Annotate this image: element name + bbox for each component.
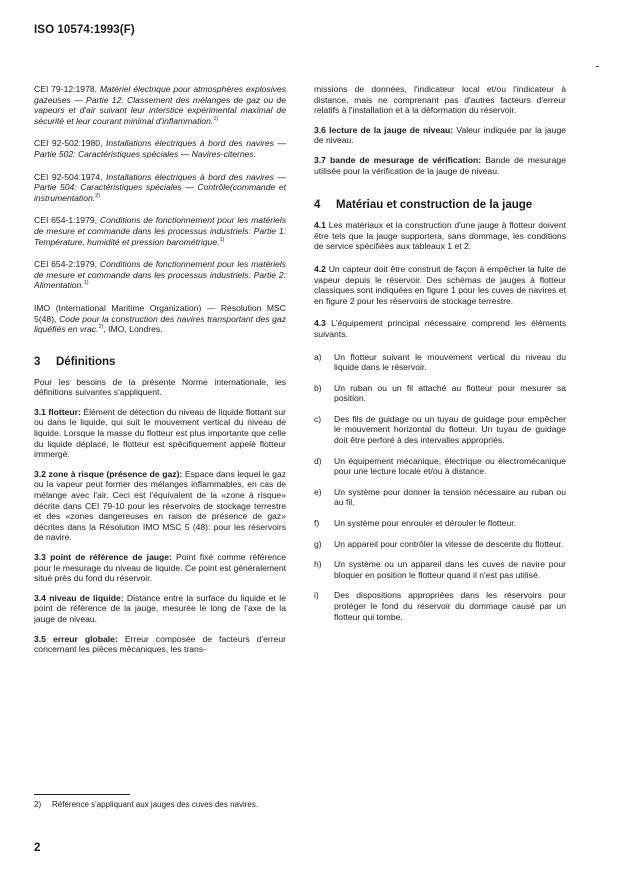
reference-code: CEI 92-504:1974, xyxy=(34,171,103,182)
definition-number: 3.5 xyxy=(34,633,46,644)
list-item-text: Des fils de guidage ou un tuyau de guidage pour empêcher le mouvement horizontal du flotteur. Un tuyau de guidage doit être perforé à des intervalles appropriés. xyxy=(334,413,566,446)
list-item xyxy=(314,518,566,529)
definition-number: 3.7 xyxy=(314,154,326,165)
reference-title: Matériel électrique pour atmosphères explosives gazeuses — Partie 12: Classement des mélanges de gaz ou de vapeurs et d'air suivant leur interstice expérimental maximal de sécurité et leur courant minimal d'inflammation. xyxy=(34,84,286,126)
definition-text: Erreur composée de facteurs d'erreur concernant les pièces mécaniques, les trans- xyxy=(34,633,287,655)
definition-number: 3.1 xyxy=(34,406,46,417)
section-title: Matériau et construction de la jauge xyxy=(336,199,533,212)
list-item xyxy=(314,352,566,373)
section-4-paragraphs xyxy=(314,220,566,339)
definition-text: Point fixé comme référence pour le mesurage du niveau de liquide. Ce point est généralement situé près du fond du réservoir. xyxy=(34,552,286,584)
list-item xyxy=(314,456,566,477)
scan-mark xyxy=(596,66,599,67)
footnote-mark: 2) xyxy=(34,800,42,809)
list-item-label: d) xyxy=(314,455,322,466)
definitions-list-continued xyxy=(314,125,566,176)
reference-entry xyxy=(34,303,286,335)
definition xyxy=(34,593,286,625)
footnote xyxy=(34,800,258,810)
reference-title: Code pour la construction des navires transportant des gaz liquéfiés en vrac. xyxy=(34,313,287,335)
right-column xyxy=(314,84,566,632)
clause-paragraph xyxy=(314,318,566,339)
document-header: ISO 10574:1993(F) xyxy=(34,24,135,36)
definition xyxy=(314,155,566,176)
reference-code: CEI 654-1:1979, xyxy=(34,215,98,226)
clause-number: 4.2 xyxy=(314,263,326,274)
definition xyxy=(34,469,286,543)
page-number: 2 xyxy=(34,842,41,854)
definition-text: Bande de mesurage utilisée pour la vérification de la jauge de niveau. xyxy=(314,154,566,176)
footnote-ref: 2) xyxy=(98,324,104,331)
clause-text: L'équipement principal nécessaire comprend les éléments suivants. xyxy=(314,318,567,339)
reference-entry xyxy=(34,138,286,159)
section-number: 4 xyxy=(314,199,321,212)
footnote-rule xyxy=(34,794,130,795)
reference-title: Conditions de fonctionnement pour les matériels de mesure et commande dans les processus industriels: Partie 2: Alimentation. xyxy=(34,259,286,291)
list-item xyxy=(314,590,566,622)
reference-entry xyxy=(34,172,286,204)
reference-entry xyxy=(34,84,286,126)
definition-number: 3.6 xyxy=(314,124,326,135)
list-item-label: h) xyxy=(314,559,322,570)
reference-code: CEI 654-2:1979, xyxy=(34,259,98,270)
reference-entry xyxy=(34,215,286,247)
reference-code: CEI 79-12:1978, xyxy=(34,84,98,94)
definition-term: flotteur: xyxy=(48,406,81,417)
definition-number: 3.4 xyxy=(34,592,46,603)
clause-text: Les matériaux et la construction d'une jauge à flotteur doivent être tels que la jauge supportera, sans dommage, les conditions de service spécifiées aux tableaux 1 et 2. xyxy=(314,220,566,252)
footnote-ref: 1) xyxy=(219,236,225,243)
list-item xyxy=(314,487,566,508)
footnote-ref: 1) xyxy=(213,115,219,122)
list-item-label: c) xyxy=(314,413,322,424)
definition-text: Distance entre la surface du liquide et le point de référence de la jauge, mesurée le long de l'axe de la jauge de niveau. xyxy=(34,592,286,624)
list-item-text: Un flotteur suivant le mouvement vertical du niveau du liquide dans le réservoir. xyxy=(334,351,566,373)
list-item-label: g) xyxy=(314,538,322,549)
definition-term: erreur globale: xyxy=(53,633,118,644)
definition-number: 3.2 xyxy=(34,468,46,479)
reference-code: IMO (International Maritime Organization) — Résolution MSC 5(48), xyxy=(34,302,286,324)
list-item-text: Des dispositions appropriées dans les réservoirs pour protéger le fond du réservoir du dommage causé par un flotteur qui tombe. xyxy=(334,590,566,622)
definition-term: point de référence de jauge: xyxy=(50,552,172,562)
list-item-label: i) xyxy=(314,590,319,601)
list-item xyxy=(314,559,566,580)
footnote-text: Référence s'appliquant aux jauges des cuves des navires. xyxy=(52,800,259,809)
definition-term: bande de mesurage de vérification: xyxy=(330,154,482,165)
reference-title: Installations électriques à bord des navires — Partie 504: Caractéristiques spéciales — Contrôle(commande et instrumentation. xyxy=(34,171,287,203)
equipment-list xyxy=(314,352,566,623)
clause-number: 4.3 xyxy=(314,318,326,329)
definition xyxy=(34,552,286,584)
clause-paragraph xyxy=(314,220,566,252)
definition xyxy=(34,634,286,655)
list-item-label: b) xyxy=(314,382,322,393)
list-item xyxy=(314,414,566,446)
definition-number: 3.3 xyxy=(34,552,46,562)
definition-term: zone à risque (présence de gaz): xyxy=(48,468,183,479)
footnote-ref: 2) xyxy=(95,192,101,199)
list-item-text: Un équipement mécanique, électrique ou électromécanique pour une lecture locale et/ou à distance. xyxy=(334,455,566,477)
definitions-list xyxy=(34,407,286,655)
list-item-label: a) xyxy=(314,351,322,362)
left-column xyxy=(34,84,286,664)
footnote-ref: 1) xyxy=(83,280,89,287)
continuation-text: missions de données, l'indicateur local et/ou l'indicateur à distance, mais ne comprenant pas d'autres facteurs d'erreur relatifs à l'installation et à la déformation du réservoir. xyxy=(314,84,566,116)
definition xyxy=(314,125,566,146)
section-3-intro: Pour les besoins de la présente Norme internationale, les définitions suivantes s'appliquent. xyxy=(34,376,286,398)
reference-title: Conditions de fonctionnement pour les matériels de mesure et commande dans les processus industriels: Partie 1: Température, humidité et pression barométrique. xyxy=(34,215,286,247)
clause-text: Un capteur doit être construit de façon à empêcher la fuite de vapeur depuis le réservoir. Des schémas de jauges à flotteur classiques sont indiquées en figure 1 pour les cuves de navires et en figure 2 pour les réservoirs de stockage terrestre. xyxy=(314,263,566,306)
list-item-text: Un ruban ou un fil attaché au flotteur pour mesurer sa position. xyxy=(334,382,566,404)
list-item-text: Un système pour enrouler et dérouler le flotteur. xyxy=(334,518,516,529)
list-item-label: e) xyxy=(314,486,322,497)
section-title: Définitions xyxy=(56,355,116,368)
list-item-text: Un système pour donner la tension nécessaire au ruban ou au fil. xyxy=(334,486,566,508)
clause-number: 4.1 xyxy=(314,220,326,231)
list-item-text: Un appareil pour contrôler la vitesse de descente du flotteur. xyxy=(334,538,564,549)
definition xyxy=(34,407,286,460)
definition-text: Valeur indiquée par la jauge de niveau. xyxy=(314,124,567,146)
list-item-text: Un système ou un appareil dans les cuves de navire pour bloquer en position le flotteur quand il n'est pas utilisé. xyxy=(334,559,566,580)
reference-entry xyxy=(34,259,286,291)
reference-title: Installations électriques à bord des navires — Partie 502: Caractéristiques spéciales — Navires-citernes. xyxy=(34,138,287,159)
reference-code: CEI 92-502:1980, xyxy=(34,138,103,149)
definition-term: lecture de la jauge de niveau: xyxy=(329,124,454,135)
definition-text: Espace dans lequel le gaz ou la vapeur peut former des mélanges inflammables, en cas de mélange avec l'air. Ceci est l'équivalent de la «zone à risque» décrite dans CEI 79-10 pour les réservoirs de stockage terrestre et des «zones dangereuses en raison de présence de gaz» décrites dans la Résolution IMO MSC 5 (48): pour les réservoirs de navire. xyxy=(34,468,287,543)
list-item xyxy=(314,383,566,404)
definition-text: Élément de détection du niveau de liquide flottant sur ou dans le liquide, qui suit le mouvement vertical du niveau de liquide. Lorsque la masse du flotteur est plus importante que celle du liquide déplacé, le flotteur est spécifiquement appelé flotteur immergé. xyxy=(34,406,287,460)
section-3-heading xyxy=(34,355,286,369)
list-item xyxy=(314,539,566,550)
definition-term: niveau de liquide: xyxy=(49,592,124,603)
clause-paragraph xyxy=(314,264,566,306)
section-number: 3 xyxy=(34,355,41,368)
list-item-label: f) xyxy=(314,518,320,529)
section-4-heading xyxy=(314,198,566,212)
normative-references xyxy=(34,84,286,335)
reference-tail: , IMO, Londres. xyxy=(103,324,163,335)
